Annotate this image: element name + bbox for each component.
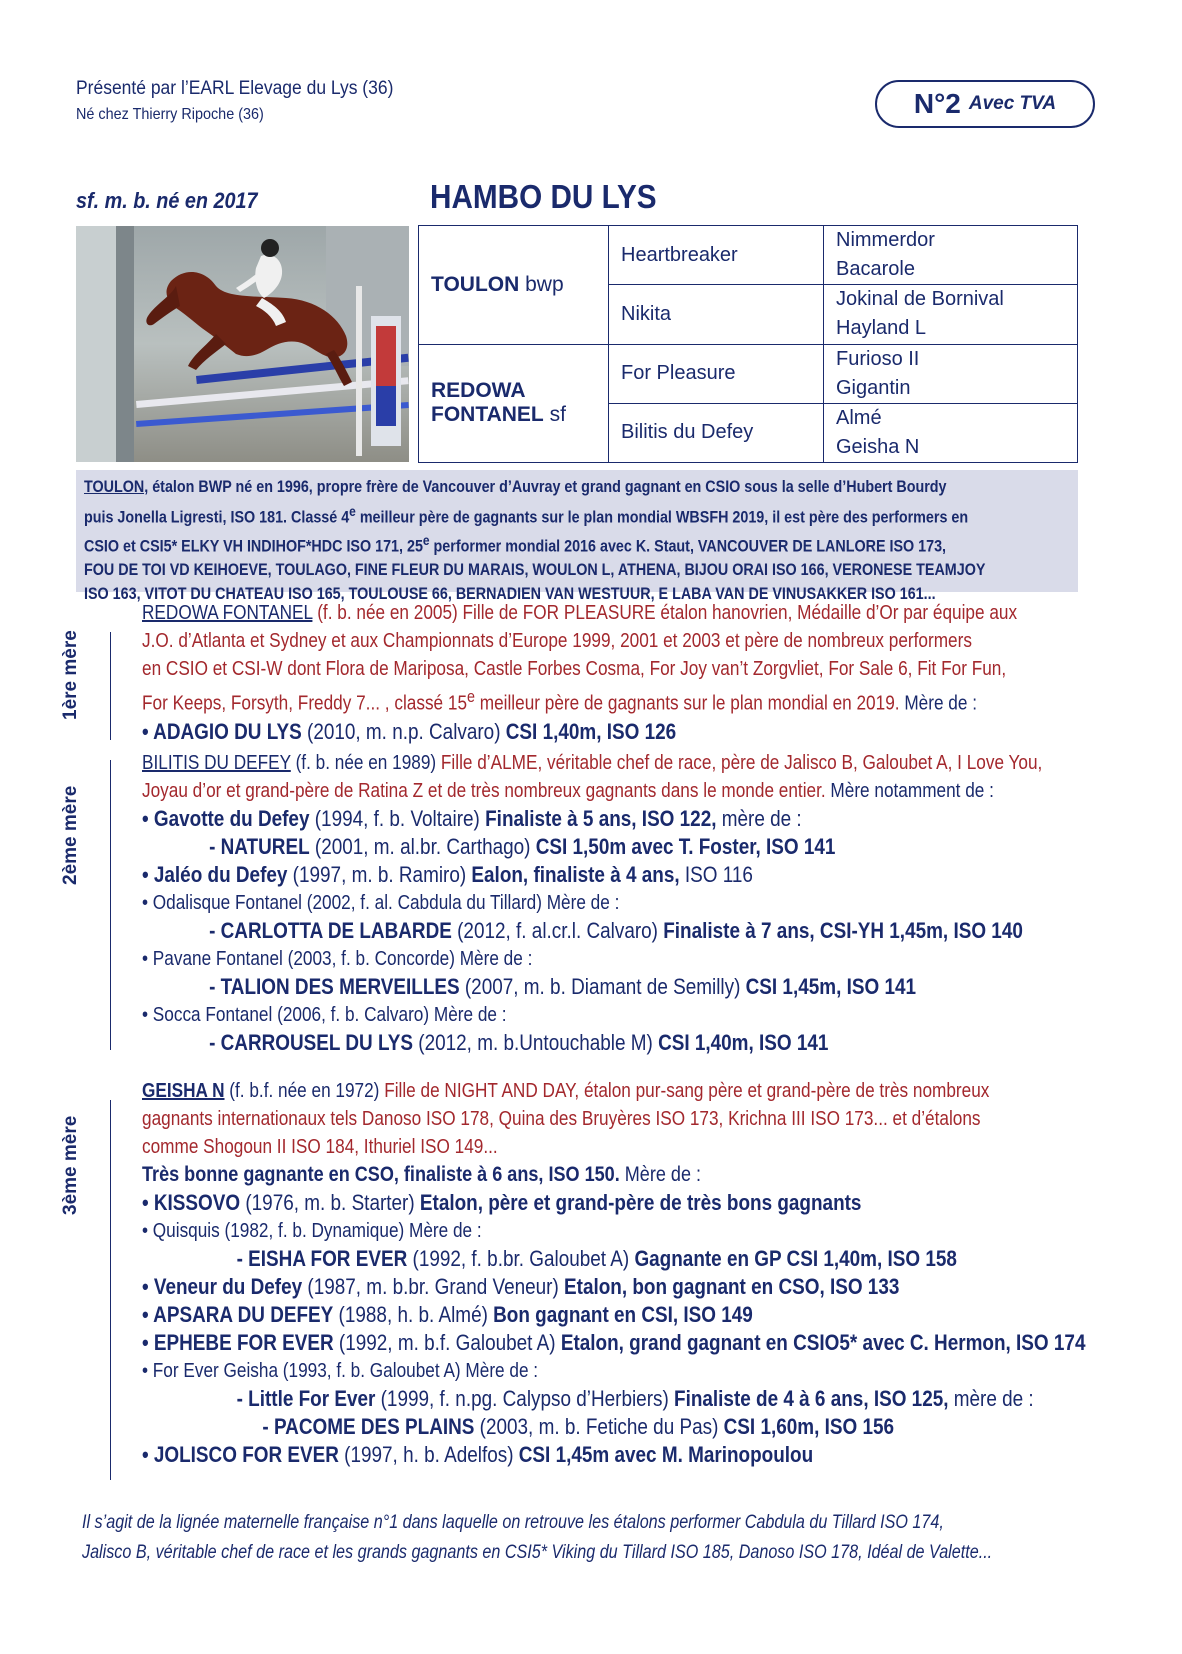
- progeny-row: • Quisquis (1982, f. b. Dynamique) Mère de :: [142, 1220, 482, 1242]
- dam-name-line1: REDOWA: [431, 379, 526, 403]
- pedigree-sire: [419, 226, 609, 345]
- progeny-row: - EISHA FOR EVER (1992, f. b.br. Galoubet A) Gagnante en GP CSI 1,40m, ISO 158: [236, 1246, 957, 1271]
- pedigree-ancestor: Almé: [836, 406, 882, 429]
- progeny-row: - NATUREL (2001, m. al.br. Carthago) CSI 1,50m avec T. Foster, ISO 141: [209, 834, 836, 859]
- first-dam-name: REDOWA FONTANEL: [142, 602, 313, 624]
- progeny-row: • JOLISCO FOR EVER (1997, h. b. Adelfos) CSI 1,45m avec M. Marinopoulou: [142, 1442, 814, 1467]
- progeny-row: • KISSOVO (1976, m. b. Starter) Etalon, père et grand-père de très bons gagnants: [142, 1190, 862, 1215]
- lot-badge: [875, 80, 1095, 128]
- sup-e: e: [349, 503, 356, 519]
- pedigree-dam: [419, 344, 609, 463]
- first-dam-divider: [110, 632, 111, 740]
- sire-info-name: TOULON,: [84, 478, 149, 496]
- presenter-line: Présenté par l’EARL Elevage du Lys (36): [76, 78, 394, 99]
- sire-info-line: puis Jonella Ligresti, ISO 181. Classé 4: [84, 507, 350, 526]
- third-dam-line: comme Shogoun II ISO 184, Ithuriel ISO 149...: [142, 1136, 498, 1158]
- second-dam-section: [142, 750, 1043, 1056]
- third-dam-divider: [110, 1100, 111, 1480]
- footer-line: Jalisco B, véritable chef de race et les grands gagnants en CSI5* Viking du Tillard ISO 185, Danoso ISO 178, Idéal de Valette...: [82, 1542, 993, 1563]
- second-dam-line: Joyau d’or et grand-père de Ratina Z et de très nombreux gagnants dans le monde entier. Mère notamment de :: [142, 780, 994, 802]
- first-dam-line: en CSIO et CSI-W dont Flora de Mariposa, Castle Forbes Cosma, For Joy van’t Zorgvliet, For Sale 6, Fit For Fun,: [142, 658, 1007, 680]
- pedigree-ancestor: Gigantin: [836, 376, 911, 399]
- pedigree-granddam-2: Bilitis du Defey: [609, 403, 824, 462]
- progeny-row: • For Ever Geisha (1993, f. b. Galoubet A) Mère de :: [142, 1360, 539, 1382]
- sire-info-box: [76, 470, 1078, 603]
- sire-info-line: performer mondial 2016 avec K. Staut, VANCOUVER DE LANLORE ISO 173,: [429, 537, 947, 556]
- first-dam-line: For Keeps, Forsyth, Freddy 7... , classé 15e meilleur père de gagnants sur le plan mondial en 2019. Mère de :: [142, 687, 977, 715]
- sup-e: e: [422, 533, 430, 549]
- progeny-row: • Odalisque Fontanel (2002, f. al. Cabdula du Tillard) Mère de :: [142, 892, 620, 914]
- progeny-row: • Gavotte du Defey (1994, f. b. Voltaire) Finaliste à 5 ans, ISO 122, mère de :: [142, 806, 802, 831]
- second-dam-line: BILITIS DU DEFEY (f. b. née en 1989) Fille d’ALME, véritable chef de race, père de Jalisco B, Galoubet A, I Love You,: [142, 752, 1043, 774]
- progeny-row: - Little For Ever (1999, f. n.pg. Calypso d’Herbiers) Finaliste de 4 à 6 ans, ISO 125, mère de :: [236, 1386, 1034, 1411]
- first-dam-line: [142, 600, 1018, 626]
- pedigree-great-3: [824, 344, 1078, 403]
- first-dam-section: [142, 600, 1018, 745]
- sire-info-line: CSIO et CSI5* ELKY VH INDIHOF*HDC ISO 171, 25: [84, 537, 423, 556]
- footer-line: Il s’agit de la lignée maternelle française n°1 dans laquelle on retrouve les étalons performer Cabdula du Tillard ISO 174,: [82, 1512, 944, 1533]
- pedigree-great-2: [824, 285, 1078, 344]
- pedigree-ancestor: Nimmerdor: [836, 229, 935, 252]
- second-dam-label: 2ème mère: [60, 785, 81, 885]
- third-dam-line: gagnants internationaux tels Danoso ISO 178, Quina des Bruyères ISO 173, Krichna III ISO 173... et d’étalons: [142, 1108, 981, 1130]
- first-dam-line: J.O. d’Atlanta et Sydney et aux Championnats d’Europe 1999, 2001 et 2003 et père de nombreux performers: [142, 630, 972, 652]
- progeny-row: - CARLOTTA DE LABARDE (2012, f. al.cr.l. Calvaro) Finaliste à 7 ans, CSI-YH 1,45m, ISO 140: [209, 918, 1023, 943]
- pedigree-ancestor: Furioso II: [836, 347, 920, 370]
- first-dam-label: 1ère mère: [60, 630, 81, 720]
- sire-studbook: bwp: [525, 272, 564, 296]
- third-dam-section: [142, 1078, 1086, 1468]
- sire-info-line: étalon BWP né en 1996, propre frère de Vancouver d’Auvray et grand gagnant en CSIO sous la selle d’Hubert Bourdy: [152, 478, 947, 496]
- pedigree-great-4: [824, 403, 1078, 462]
- lot-tax: Avec TVA: [968, 93, 1057, 114]
- progeny-row: - CARROUSEL DU LYS (2012, m. b.Untouchable M) CSI 1,40m, ISO 141: [209, 1030, 829, 1055]
- horse-photo: [76, 226, 409, 462]
- third-dam-line: GEISHA N (f. b.f. née en 1972) Fille de NIGHT AND DAY, étalon pur-sang père et grand-père de très nombreux: [142, 1080, 990, 1102]
- sire-info-line: ISO 163, VITOT DU CHATEAU ISO 165, TOULOUSE 66, BERNADIEN VAN WESTUUR, E LABA VAN DE VINUSAKKER ISO 161...: [84, 584, 936, 603]
- progeny-row: • Jaléo du Defey (1997, m. b. Ramiro) Ealon, finaliste à 4 ans, ISO 116: [142, 862, 753, 887]
- third-dam-line: Très bonne gagnante en CSO, finaliste à 6 ans, ISO 150. Mère de :: [142, 1163, 702, 1186]
- progeny-row: • Pavane Fontanel (2003, f. b. Concorde) Mère de :: [142, 948, 533, 970]
- breeder-line: Né chez Thierry Ripoche (36): [76, 106, 264, 123]
- lot-number: N°2: [913, 88, 961, 119]
- footer-note: [82, 1508, 1132, 1568]
- pedigree-ancestor: Geisha N: [836, 435, 920, 458]
- dam-studbook: sf: [549, 403, 566, 427]
- third-dam-label: 3ème mère: [60, 1115, 81, 1215]
- first-dam-info: (f. b. née en 2005) Fille de FOR PLEASURE étalon hanovrien, Médaille d’Or par équipe aux: [312, 602, 1018, 624]
- progeny-row: • Veneur du Defey (1987, m. b.br. Grand Veneur) Etalon, bon gagnant en CSO, ISO 133: [142, 1274, 900, 1299]
- horse-description: sf. m. b. né en 2017: [76, 188, 258, 213]
- second-dam-divider: [110, 760, 111, 1050]
- pedigree-grandsire-1: Heartbreaker: [609, 226, 824, 285]
- dam-name-line2: FONTANEL: [431, 403, 544, 427]
- horse-name: HAMBO DU LYS: [430, 178, 657, 215]
- progeny-row: - TALION DES MERVEILLES (2007, m. b. Diamant de Semilly) CSI 1,45m, ISO 141: [209, 974, 917, 999]
- pedigree-grandsire-2: For Pleasure: [609, 344, 824, 403]
- progeny-row: - PACOME DES PLAINS (2003, m. b. Fetiche du Pas) CSI 1,60m, ISO 156: [262, 1414, 895, 1439]
- progeny-row: • APSARA DU DEFEY (1988, h. b. Almé) Bon gagnant en CSI, ISO 149: [142, 1302, 753, 1327]
- pedigree-great-1: [824, 226, 1078, 285]
- progeny-row: • Socca Fontanel (2006, f. b. Calvaro) Mère de :: [142, 1004, 507, 1026]
- pedigree-ancestor: Hayland L: [836, 317, 927, 340]
- pedigree-ancestor: Jokinal de Bornival: [836, 288, 1004, 311]
- progeny-row: • EPHEBE FOR EVER (1992, m. b.f. Galoubet A) Etalon, grand gagnant en CSIO5* avec C. Hermon, ISO 174: [142, 1330, 1086, 1355]
- pedigree-table: [418, 225, 1078, 463]
- sire-info-line: meilleur père de gagnants sur le plan mondial WBSFH 2019, il est père des performers en: [355, 507, 969, 526]
- progeny-row: • ADAGIO DU LYS (2010, m. n.p. Calvaro) CSI 1,40m, ISO 126: [142, 718, 677, 744]
- sire-name: TOULON: [431, 272, 520, 296]
- pedigree-granddam-1: Nikita: [609, 285, 824, 344]
- sire-info-line: FOU DE TOI VD KEIHOEVE, TOULAGO, FINE FLEUR DU MARAIS, WOULON L, ATHENA, BIJOU ORAI ISO 166, VERONESE TEAMJOY: [84, 561, 986, 580]
- pedigree-ancestor: Bacarole: [836, 258, 915, 281]
